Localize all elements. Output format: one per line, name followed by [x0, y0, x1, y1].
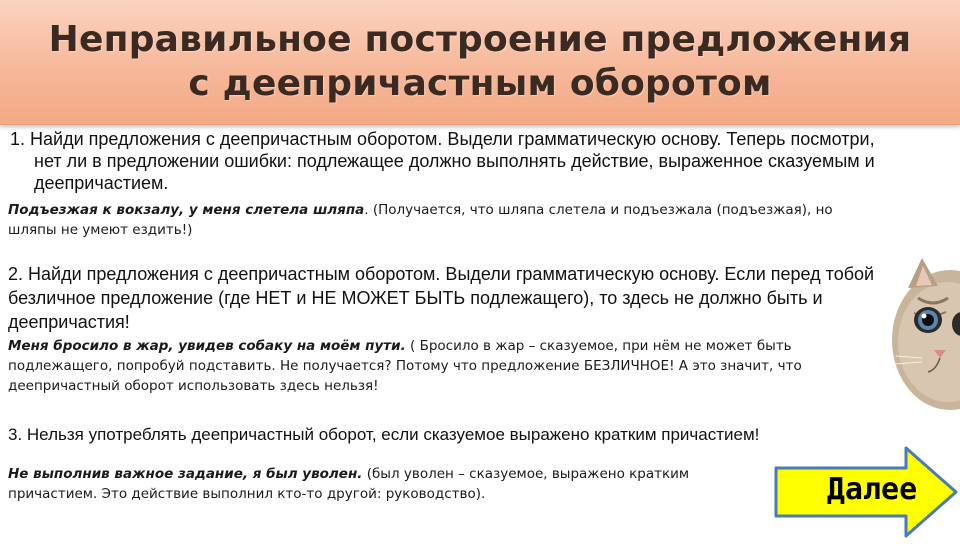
page-title-line-2: с деепричастным оборотом	[188, 63, 772, 104]
example-1	[8, 200, 878, 240]
instruction-2-text: Найди предложения с деепричастным оборотом. Выдели грамматическую основу. Если перед тобой безличное предложение (где НЕТ и НЕ МОЖЕТ БЫТЬ подлежащего), то здесь не должно быть и деепричастия!	[8, 264, 875, 332]
example-3	[8, 464, 748, 504]
instruction-2-number: 2.	[8, 264, 24, 284]
next-button-label: Далее	[826, 472, 918, 507]
instruction-2	[8, 262, 888, 334]
example-2-sentence: Меня бросило в жар, увидев собаку на моём пути.	[8, 338, 406, 354]
example-1-sentence: Подъезжая к вокзалу, у меня слетела шляпа	[8, 202, 365, 218]
example-2-explanation: ( Бросило в жар – сказуемое, при нём не может быть подлежащего, попробуй подставить. Не получается? Потому что предложение БЕЗЛИЧНОЕ! А это значит, что деепричастный оборот использовать здесь нельзя!	[8, 338, 802, 394]
instruction-3	[8, 424, 888, 446]
next-button[interactable]	[770, 444, 960, 540]
title-banner	[0, 0, 960, 125]
example-3-explanation: (был уволен – сказуемое, выражено кратким причастием. Это действие выполнил кто-то другой: руководство).	[8, 466, 690, 502]
example-1-explanation: . (Получается, что шляпа слетела и подъезжала (подъезжая), но шляпы не умеют ездить!)	[8, 202, 833, 238]
page-title-line-1: Неправильное построение предложения	[48, 19, 912, 60]
instruction-1-text: 1. Найди предложения с деепричастным оборотом. Выдели грамматическую основу. Теперь посмотри, нет ли в предложении ошибки: подлежащее должно выполнять действие, выраженное сказуемым и деепричастием.	[10, 129, 875, 193]
instruction-1	[8, 128, 888, 194]
cat-image	[888, 258, 960, 418]
instruction-3-text: 3. Нельзя употреблять деепричастный оборот, если сказуемое выражено кратким причастием!	[8, 425, 760, 444]
example-2	[8, 336, 848, 396]
example-3-sentence: Не выполнив важное задание, я был уволен.	[8, 466, 363, 482]
